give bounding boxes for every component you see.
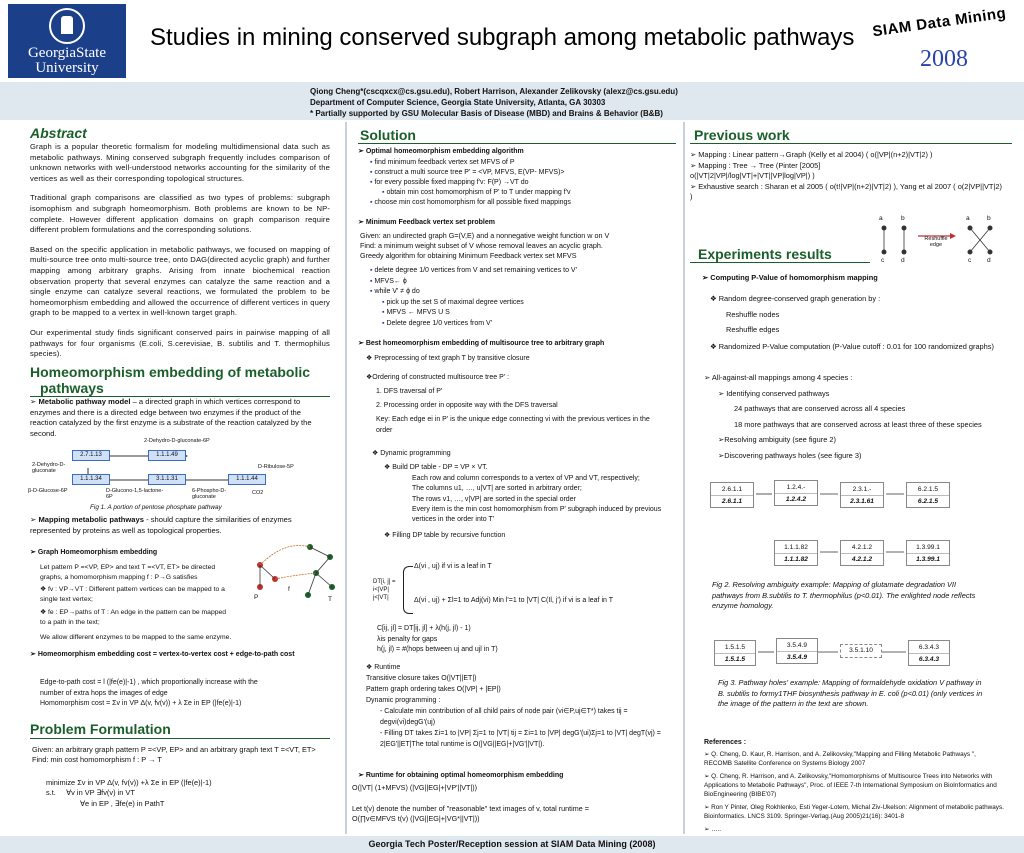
bullet-icon: ▪ (370, 288, 375, 296)
exp-line (710, 342, 1010, 353)
compound-label: 2-Dehydro-D-gluconate (32, 462, 66, 474)
problem-constraint-2: ∀e in EP , ∃fe(e) in PathT (80, 798, 165, 808)
compound-label: D-Glucono-1,5-lactone-6P (106, 488, 164, 500)
diamond-bullet-icon: ❖ (366, 355, 375, 362)
cost-title (30, 650, 330, 660)
s2-greedy: Greedy algorithm for obtaining Minimum Feedback vertex set MFVS (360, 251, 577, 261)
previous-line-text: Exhaustive search : Sharan et al 2005 ( o(t!|VP|(n+2)|VT|2) ), Yang et al 2007 ( o(2|VP||VT|2) ) (690, 181, 1002, 202)
fig3-node-top: 1.5.1.5 (715, 641, 755, 654)
bullet-icon: ➢ (704, 826, 712, 833)
logo-line-1: GeorgiaState (27, 45, 107, 61)
s2-item-text: while V' ≠ ϕ do (374, 288, 420, 296)
department-line: Department of Computer Science, Georgia State University, Atlanta, GA 30303 (310, 98, 606, 107)
enzyme-node: 1.1.1.34 (72, 474, 110, 485)
problem-find: Find: min cost homomorphism f : P → T (32, 755, 162, 765)
s1-item-text: for every possible fixed mapping f'v: F(P) →VT do (374, 179, 529, 186)
s4-line: Let t(v) denote the number of "reasonable" text images of v, total runtime = (352, 803, 589, 813)
s3-dp-line: The rows v1, …, v|VP| are sorted in the special order (412, 495, 576, 503)
fig2-node (840, 482, 884, 508)
s3-fill-text: Filling DP table by recursive function (392, 531, 506, 539)
s2-item (370, 308, 680, 319)
references-title: References : (704, 739, 747, 746)
mapping-lead: Mapping metabolic pathways (38, 515, 144, 524)
cost-def-line: λis penalty for gaps (377, 635, 438, 643)
bullet-icon: ▪ (370, 159, 375, 166)
exp-line (704, 373, 1010, 384)
gh-line-text: fv : VP→VT : Different pattern vertices can be mapped to a (47, 586, 225, 594)
author-line: Qiong Cheng*(cscqxcx@cs.gsu.edu), Robert Harrison, Alexander Zelikovsky (alexz@cs.gsu.edu) (310, 87, 678, 96)
reference-item-text: Q. Cheng, D. Kaur, R. Harrison, and A. Zelikovsky,"Mapping and Filling Metabolic Pathways ", RECOMB Satellite Conference on Systems Biology 2007 (704, 751, 976, 767)
node-label: c (968, 257, 972, 264)
exp-line-text: All-against-all mappings among 4 species : (711, 373, 853, 382)
compound-label: 6-Phospho-D-gluconate (192, 488, 227, 500)
bullet-icon: ➢ (704, 773, 712, 780)
fig3-node-top: 3.5.4.9 (777, 639, 817, 652)
s3-title (358, 339, 604, 350)
diamond-bullet-icon: ❖ (366, 374, 373, 381)
bullet-icon: ➢ (690, 160, 699, 170)
fig2-node-bot: 1.3.99.1 (916, 556, 940, 563)
problem-constraint-1: s.t. ∀v in VP ∃fv(v) in VT (46, 788, 135, 798)
references-list (704, 750, 1004, 838)
bullet-icon: ➢ (702, 273, 711, 282)
reference-item (704, 750, 1004, 768)
previous-title: Previous work (694, 127, 790, 143)
exp-line: Reshuffle nodes (726, 309, 780, 319)
gh-line (40, 585, 250, 595)
dt-lhs-line: j<|VT| (373, 595, 389, 601)
runtime (366, 662, 678, 750)
author-block (310, 86, 678, 119)
previous-body (690, 150, 1006, 203)
fig2-node-bot: 1.1.1.82 (784, 556, 808, 563)
exp-line (704, 389, 1010, 400)
cost-def-line: C[ij, jl] = DT[ij, jl] + λ(h(j, jl) - 1) (377, 625, 471, 632)
s2-given: Given: an undirected graph G=(V,E) and a nonnegative weight function w on V (360, 231, 610, 240)
reference-item (704, 772, 1004, 799)
node-label: b (901, 215, 905, 222)
reshuffle-label: Reshuffle edge (924, 236, 948, 248)
fig3-node-bot: 6.3.4.3 (918, 656, 940, 663)
reference-item-text: ….. (711, 826, 722, 833)
fig3-node-bot: 3.5.4.9 (786, 654, 808, 661)
node-label: d (901, 257, 905, 264)
fig1-caption: Fig 1. A portion of pentose phosphate pathway (90, 504, 222, 511)
s1-item (370, 198, 680, 208)
compound-label: 2-Dehydro-D-gluconate-6P (144, 438, 210, 444)
fig2-node (840, 540, 884, 566)
s3-order-step: 2. Processing order in opposite way with the DFS traversal (376, 402, 558, 409)
s3-dp-line: Every item is the min cost homomorphism from P' subgraph induced by previous vertices in the order into T' (412, 506, 662, 524)
exp-line: 24 pathways that are conserved across all 4 species (734, 404, 906, 414)
problem-given: Given: an arbitrary graph pattern P =<VP, EP> and an arbitrary graph text T =<VT, ET> (32, 745, 316, 754)
enzyme-node: 1.1.1.49 (148, 450, 186, 461)
s2-item (370, 298, 680, 309)
bullet-icon: ➢ (358, 340, 366, 347)
previous-line-text: Mapping : Tree → Tree (Pinter [2005] (698, 160, 821, 170)
s1-list (370, 158, 680, 208)
gh-body (40, 563, 250, 642)
s3-dp-title (372, 449, 678, 459)
dt-case-2: Δ(vi , uj) + Σl=1 to Adj(vi) Min l'=1 to |VT| C(Il, j') if vi is a leaf in T (414, 597, 613, 604)
cost-line: Homomorphism cost = Σv in VP Δ(v, fv(v)) + λ Σe in EP (|fe(e)|-1) (40, 700, 242, 707)
diamond-bullet-icon: ❖ (384, 531, 393, 539)
bullet-icon: ▪ (382, 309, 387, 317)
node-label: c (881, 257, 885, 264)
homeo-title-line-1: Homeomorphism embedding of metabolic (30, 364, 311, 380)
homeo-title-line-2: pathways (40, 380, 104, 396)
reference-item-text: Ron Y Pinter, Oleg Rokhlenko, Esti Yeger-Lotem, Michal Ziv-Ukelson: Alignment of metabolic pathways. Bioinformatics. LNCS 3109. Springer-Verlag.(Aug 2005)21(16): 3401-8 (704, 804, 1004, 820)
exp-line-text: Random degree-conserved graph generation by : (718, 294, 881, 303)
fig2-node-top: 1.3.99.1 (907, 541, 949, 554)
runtime-line: Pattern graph ordering takes O(|VP| + |EP|) (366, 686, 501, 693)
exp-line (710, 294, 1010, 305)
abstract-paragraph-4: Our experimental study finds significant conserved pairs in pairwise mapping of all pathways for four organisms (E.coli, S.cerevisiae, B. subtilis and T. thermophilus species). (30, 327, 330, 359)
exp-line (704, 451, 1010, 462)
bullet-icon: ➢ (358, 219, 366, 226)
s3-dp-line: Each row and column corresponds to a vertex of VP and VT, respectively; (412, 474, 640, 482)
exp-line: Reshuffle edges (726, 325, 780, 335)
fig2-node-top: 1.2.4.- (775, 481, 817, 494)
section-underline (30, 738, 330, 739)
s4-title-text: Runtime for obtaining optimal homeomorphism embedding (365, 772, 564, 779)
gh-line: single text vertex; (40, 595, 93, 603)
gh-title-text: Graph Homeomorphism embedding (37, 549, 158, 556)
s3-order-step: 1. DFS traversal of P' (376, 388, 443, 395)
fig2-node-top: 1.1.1.82 (775, 541, 817, 554)
node-label: a (966, 215, 970, 222)
bullet-icon: ➢ (690, 150, 699, 159)
s3-dp-title-text: Dynamic programming (380, 450, 451, 457)
gh-line: We allow different enzymes to be mapped to the same enzyme. (40, 633, 232, 641)
s1-item (370, 178, 680, 188)
previous-line: o(|VT|2|VP|/log|VT|+|VT||VP|log|VP|) ) (690, 171, 815, 181)
s2-body (360, 231, 678, 262)
enzyme-node: 1.1.1.44 (228, 474, 266, 485)
poster-title: Studies in mining conserved subgraph among metabolic pathways (150, 24, 855, 51)
dt-lhs (373, 578, 403, 602)
bullet-icon: ▪ (382, 319, 387, 327)
fig2-node-bot: 6.2.1.5 (917, 498, 939, 505)
cost-title-text: Homeomorphism embedding cost = vertex-to-vertex cost + edge-to-path cost (37, 651, 295, 658)
s3-body (366, 353, 678, 436)
bullet-icon: ▪ (370, 169, 375, 176)
bullet-icon: ➢ (30, 549, 38, 556)
s1-item-text: construct a multi source tree P' = <VP, MFVS, E(VP- MFVS)> (374, 169, 565, 176)
abstract-paragraph-2: Traditional graph comparisons are classified as two types of problems: subgraph isomophism and subgraph homeomorphism. Both problems are known to be NP-complete. However different application domains on graph comparison require different problem formulations and the corresponding solutions. (30, 193, 330, 235)
conference-badge (868, 4, 1018, 82)
s2-title-text: Minimum Feedback vertex set problem (365, 219, 495, 226)
s2-item-text: delete degree 1/0 vertices from V and set remaining vertices to V' (374, 267, 577, 274)
s1-title-text: Optimal homeomorphism embedding algorithm (365, 148, 524, 155)
exp-line: 18 more pathways that are conserved across at least three of these species (734, 419, 982, 429)
fig2-node (710, 482, 754, 508)
gh-figure (250, 535, 340, 605)
university-logo (8, 4, 126, 78)
exp-line-text: Resolving ambiguity (see figure 2) (724, 435, 836, 445)
section-underline (690, 143, 1012, 144)
dt-cases (414, 562, 676, 606)
bullet-icon: ▪ (370, 277, 375, 285)
cost-line: number of extra hops the images of edge (40, 689, 168, 697)
runtime-line: Transitive closure takes O(|VT||ET|) (366, 675, 477, 682)
abstract-paragraph-3: Based on the specific application in metabolic pathways, we focused on mapping of multi-source tree onto multi-source tree, onto DAG(directed acyclic graph) and further mapping among arbitrary graphs. Arising from innate biochemical reaction observation property that several enzymes can catalyze the same reaction and a single enzyme can catalyze several reactions, we formulated the problem to be homeomorphism embedding and allowed the occurrence of different vertices in query graph to be mapped to a vertex in well-known target graph. (30, 244, 330, 318)
s2-list (370, 266, 680, 330)
fig3-node-top: 6.3.4.3 (909, 641, 949, 654)
s4-line: O(∏v∈MFVS t(v) (|VG||EG|+|VG*||VT|)) (352, 814, 480, 824)
bullet-icon: ▪ (370, 267, 375, 274)
model-lead: Metabolic pathway model (38, 397, 131, 406)
fig2-node-bot: 2.3.1.61 (850, 498, 874, 505)
cost-line: Edge-to-path cost = l (|fe(e)|-1) , which proportionally increase with the (40, 679, 258, 686)
bullet-icon: ➢ (704, 804, 712, 811)
bullet-icon: ▪ (382, 189, 387, 196)
reference-item (704, 825, 1004, 834)
s3-order (366, 372, 678, 383)
fig2-node-top: 6.2.1.5 (907, 483, 949, 496)
s2-item-text: MFVS ← MFVS U S (386, 309, 450, 317)
fig2-caption: Fig 2. Resolving ambiguity example: Mapping of glutamate degradation VII pathways from B.subtilis to T. thermophilus (p<0.01). The enlighted node reflects enzyme homology. (712, 580, 976, 611)
mapping-text (30, 515, 330, 536)
previous-line (690, 150, 1006, 161)
exp-line-text: Discovering pathways holes (see figure 3) (724, 450, 862, 460)
bullet-icon: ➢ (718, 450, 725, 460)
s2-item (370, 287, 680, 298)
problem-objective: minimize Σv in VP Δ(v, fv(v)) +λ Σe in EP (|fe(e)|-1) (46, 777, 212, 787)
s3-dp-line (372, 463, 678, 473)
university-seal-icon (49, 8, 85, 44)
exp-body (710, 294, 1010, 352)
bullet-icon: ▪ (382, 298, 387, 306)
exp-sub (702, 273, 878, 284)
s2-item (370, 277, 680, 288)
model-text: – a directed graph in which vertices correspond to enzymes and there is a directed edge between two enzymes if the product of the reaction catalyzed by the first enzyme is a substrate of the reaction catalyzed by the second. (30, 397, 312, 438)
gh-line (40, 608, 250, 618)
abstract-body (30, 142, 330, 360)
gh-figure-label-t: T (328, 596, 333, 603)
s2-item-text: pick up the set S of maximal degree vertices (386, 298, 524, 306)
diamond-bullet-icon: ❖ (710, 341, 719, 351)
bullet-icon: ➢ (704, 373, 712, 382)
s2-item (370, 266, 680, 277)
diamond-bullet-icon: ❖ (710, 294, 719, 303)
section-underline (690, 262, 870, 263)
enzyme-node: 3.1.1.31 (148, 474, 186, 485)
gh-line: to a path in the text; (40, 618, 100, 626)
s4-line: O(|VT| (1+MFVS) (|VG||EG|+|VP'||VT|)) (352, 783, 478, 792)
fig3-hole-node (840, 644, 882, 658)
fig3-node-bot: 1.5.1.5 (724, 656, 746, 663)
exp-line-text: Randomized P-Value computation (P-Value cutoff : 0.01 for 100 randomized graphs) (718, 341, 994, 351)
dt-lhs-line: DT[i, j] = (373, 579, 396, 585)
gh-line: graphs, a homomorphism mapping f : P→G satisfies (40, 573, 198, 581)
s3-dp-line: The columns u1, …, u|VT| are sorted in arbitrary order; (412, 485, 582, 493)
fig3-node (776, 638, 818, 664)
cost-def (377, 624, 677, 656)
s3-order-text: Ordering of constructed multisource tree P' : (372, 374, 510, 381)
column-divider (345, 122, 347, 834)
bullet-icon: ▪ (370, 179, 375, 186)
conference-year: 2008 (920, 46, 968, 72)
diamond-bullet-icon: ❖ (40, 586, 48, 594)
bullet-icon: ➢ (690, 181, 699, 191)
s1-item-text: obtain min cost homomorphism of P' to T under mapping f'v (386, 189, 571, 196)
node-label: d (987, 257, 991, 264)
exp-line (704, 435, 1010, 446)
gh-figure-label-f: f (288, 586, 290, 593)
bullet-icon: ➢ (358, 148, 366, 155)
runtime-title-text: Runtime (374, 664, 401, 671)
runtime-title (366, 662, 678, 673)
fig3-node (714, 640, 756, 666)
s2-title (358, 218, 495, 229)
fig3-node (908, 640, 950, 666)
s3-dp-line-text: Build DP table - DP = VP × VT. (392, 464, 488, 472)
fig2-node-top: 4.2.1.2 (841, 541, 883, 554)
mapping-body: - should capture the similarities of enzymes represented by proteins as well as topological properties. (30, 515, 292, 535)
s1-item-text: choose min cost homomorphism for all possible fixed mappings (374, 199, 571, 206)
s4-body (352, 783, 678, 825)
diamond-bullet-icon: ❖ (384, 464, 393, 472)
fig3-node-top: 3.5.1.10 (849, 647, 873, 654)
fig2-diagram (710, 478, 1010, 572)
enzyme-node: 2.7.1.13 (72, 450, 110, 461)
bullet-icon: ▪ (370, 199, 375, 206)
conference-name: SIAM Data Mining (871, 4, 1008, 41)
bullet-icon: ➢ (30, 651, 38, 658)
support-line: * Partially supported by GSU Molecular Basis of Disease (MBD) and Brains & Behavior (B&B) (310, 109, 663, 118)
fig2-node (774, 540, 818, 566)
bullet-icon: ➢ (30, 397, 39, 406)
fig2-node (906, 540, 950, 566)
s1-item-text: find minimum feedback vertex set MFVS of P (374, 159, 515, 166)
gh-line: Let pattern P =<VP, EP> and text T =<VT, ET> be directed (40, 564, 216, 571)
reference-item-text: Q. Cheng, R. Harrison, and A. Zelikovsky,"Homomorphisms of Multisource Trees into Networks with Applications to Metabolic Pathways", Proc. of IEEE 7-th International Symposium on BioInformatics and BioEngineering (BIBE'07) (704, 773, 997, 798)
runtime-line: - Calculate min contribution of all child pairs of node pair (vi∈P,uj∈T*) takes tij = degvi(vi)degG'(uj) (380, 708, 628, 726)
gh-title (30, 548, 157, 559)
previous-line (690, 182, 1006, 203)
exp-line-text: Identifying conserved pathways (726, 388, 830, 398)
abstract-title: Abstract (30, 125, 87, 141)
diamond-bullet-icon: ❖ (366, 664, 375, 671)
bullet-icon: ➢ (704, 751, 712, 758)
s4-title (358, 771, 563, 782)
s3-pre (366, 353, 678, 364)
node-label: a (879, 215, 883, 222)
footer: Georgia Tech Poster/Reception session at SIAM Data Mining (2008) (0, 836, 1024, 853)
cost-def-line: h(j, jl) = #(hops between uj and ujl in T) (377, 646, 498, 654)
graph-embedding-diagram (250, 535, 340, 605)
bullet-icon: ➢ (358, 772, 366, 779)
diamond-bullet-icon: ❖ (40, 609, 48, 617)
brace-icon (403, 566, 413, 614)
s2-item (370, 319, 680, 330)
s2-find: Find: a minimum weight subset of V whose removal leaves an acyclic graph. (360, 241, 603, 251)
dt-lhs-line: i<|VP| (373, 587, 389, 593)
fig2-node-bot: 2.6.1.1 (721, 498, 743, 505)
compound-label: CO2 (252, 490, 264, 496)
exp-sub-text: Computing P-Value of homomorphism mapping (710, 273, 878, 282)
fig2-node-top: 2.3.1.- (841, 483, 883, 496)
bullet-icon: ➢ (718, 435, 725, 445)
node-label: b (987, 215, 991, 222)
cost-body (40, 678, 330, 710)
reshuffle-edge-figure (870, 214, 1000, 266)
previous-line (690, 161, 1006, 172)
bullet-icon: ➢ (718, 388, 727, 398)
logo-line-2: University (35, 60, 99, 76)
column-divider (683, 122, 685, 834)
s3-key: Key: Each edge ei in P' is the unique edge connecting vi with the previous vertices in the order (376, 416, 650, 434)
fig2-node-bot: 4.2.1.2 (851, 556, 873, 563)
bullet-icon: ➢ (30, 515, 39, 524)
s1-item (370, 158, 680, 168)
s2-item-text: Delete degree 1/0 vertices from V' (386, 319, 493, 327)
problem-body (32, 745, 330, 809)
runtime-line: - Filling DT takes Σi=1 to |VP| Σj=1 to |VT| tij = Σi=1 to |VP| degG'(ui)Σj=1 to |VT| degT(vj) = 2|EG'||ET|The total runtime is O(|VG||EG|+|VG'||VT|). (380, 730, 661, 748)
fig3-diagram (714, 638, 994, 672)
compound-label: D-Ribulose-5P (258, 464, 294, 470)
fig2-node-bot: 1.2.4.2 (785, 496, 807, 503)
diamond-bullet-icon: ❖ (372, 450, 381, 457)
gh-figure-label-p: P (254, 594, 259, 601)
fig3-caption: Fig 3. Pathway holes' example: Mapping of formaldehyde oxidation V pathway in B. subtilis to formy1THF biosynthesis pathway in E. coli (p<0.01) (only vertices in the image of the pattern in the text are shown. (718, 678, 983, 709)
experiments-title: Experiments results (698, 246, 832, 262)
s3-pre-text: Preprocessing of text graph T by transitive closure (374, 355, 530, 362)
runtime-line: Dynamic programming : (366, 697, 441, 704)
fig2-node-top: 2.6.1.1 (711, 483, 753, 496)
fig2-node (774, 480, 818, 506)
problem-title: Problem Formulation (30, 721, 171, 737)
fig2-node (906, 482, 950, 508)
s2-item-text: MFVS← ϕ (374, 277, 407, 285)
compound-label: β-D-Glucose-6P (28, 488, 68, 494)
gh-line-text: fe : EP→paths of T : An edge in the pattern can be mapped (47, 609, 227, 617)
exp-body-2 (704, 373, 1010, 462)
solution-title: Solution (360, 127, 416, 143)
metabolic-model-text (30, 397, 330, 439)
s3-dp (372, 449, 678, 541)
s1-item (370, 168, 680, 178)
dt-case-1: Δ(vi , uj) if vi is a leaf in T (414, 563, 492, 570)
previous-line-text: Mapping : Linear pattern→Graph (Kelly et al 2004) ( o(|VP|(n+2)|VT|2) ) (698, 150, 933, 159)
s3-fill (372, 531, 678, 541)
abstract-paragraph-1: Graph is a popular theoretic formalism for modeling multidimensional data such as metabolic pathways. Mining conserved subgraph frequently includes comparison of unknown networks with well-understood networks accounting for the similarity of the vertices as well as their corresponding topological structures. (30, 142, 330, 183)
section-underline (358, 143, 676, 144)
reference-item (704, 803, 1004, 821)
s1-item (370, 188, 680, 198)
pentose-pathway-figure (28, 438, 310, 510)
s3-title-text: Best homeomorphism embedding of multisource tree to arbitrary graph (365, 340, 605, 347)
s1-title (358, 147, 524, 158)
